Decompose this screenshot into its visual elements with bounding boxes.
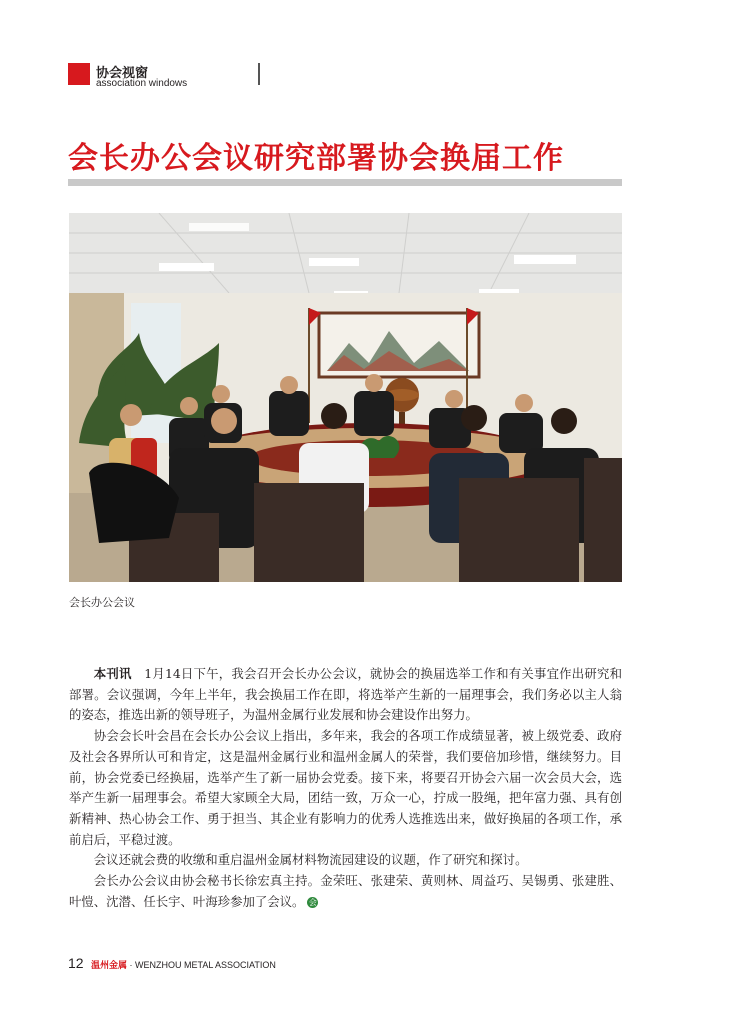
article-body	[69, 664, 622, 912]
meeting-photo	[69, 213, 622, 582]
publication-name-english: · WENZHOU METAL ASSOCIATION	[127, 960, 276, 970]
paragraph-text: 会长办公会议由协会秘书长徐宏真主持。金荣旺、张建荣、黄则林、周益巧、吴锡勇、张建胜、叶愷、沈潜、任长宇、叶海珍参加了会议。	[69, 873, 622, 909]
article-paragraph	[69, 871, 622, 912]
section-divider	[258, 63, 260, 85]
section-title: 协会视窗	[96, 66, 149, 81]
article-paragraph	[69, 664, 622, 726]
article-end-icon: 会	[308, 897, 317, 907]
article-title: 会长办公会议研究部署协会换届工作	[68, 141, 564, 176]
article-paragraph: 协会会长叶会昌在会长办公会议上指出，多年来，我会的各项工作成绩显著，被上级党委、政府及社会各界所认可和肯定，这是温州金属行业和温州金属人的荣誉，我们要倍加珍惜，继续努力。目前，协会党委已经换届，选举产生了新一届协会党委。接下来，将要召开协会六届一次会员大会，选举产生新一届理事会。希望大家顾全大局，团结一致，万众一心，拧成一股绳，把年富力强、具有创新精神、热心协会工作、勇于担当、其企业有影响力的优秀人选推选出来，做好换届的各项工作，承前启后，平稳过渡。	[69, 728, 622, 847]
page-footer	[68, 955, 276, 973]
page-number: 12	[68, 955, 84, 971]
section-marker-square	[68, 63, 90, 85]
article-paragraph: 会议还就会费的收缴和重启温州金属材料物流园建设的议题，作了研究和探讨。	[93, 852, 528, 868]
section-subtitle: association windows	[96, 78, 188, 89]
title-underline-rule	[68, 179, 622, 186]
photo-caption: 会长办公会议	[69, 596, 135, 609]
paragraph-text: 1月14日下午，我会召开会长办公会议，就协会的换届选举工作和有关事宜作出研究和部署。会议强调，今年上半年，我会换届工作在即，将选举产生新的一届理事会，我们务必以主人翁的姿态，推选出新的领导班子，为温州金属行业发展和协会建设作出努力。	[69, 666, 622, 723]
byline-lead: 本刊讯	[93, 666, 132, 681]
publication-name: 温州金属	[91, 961, 128, 971]
